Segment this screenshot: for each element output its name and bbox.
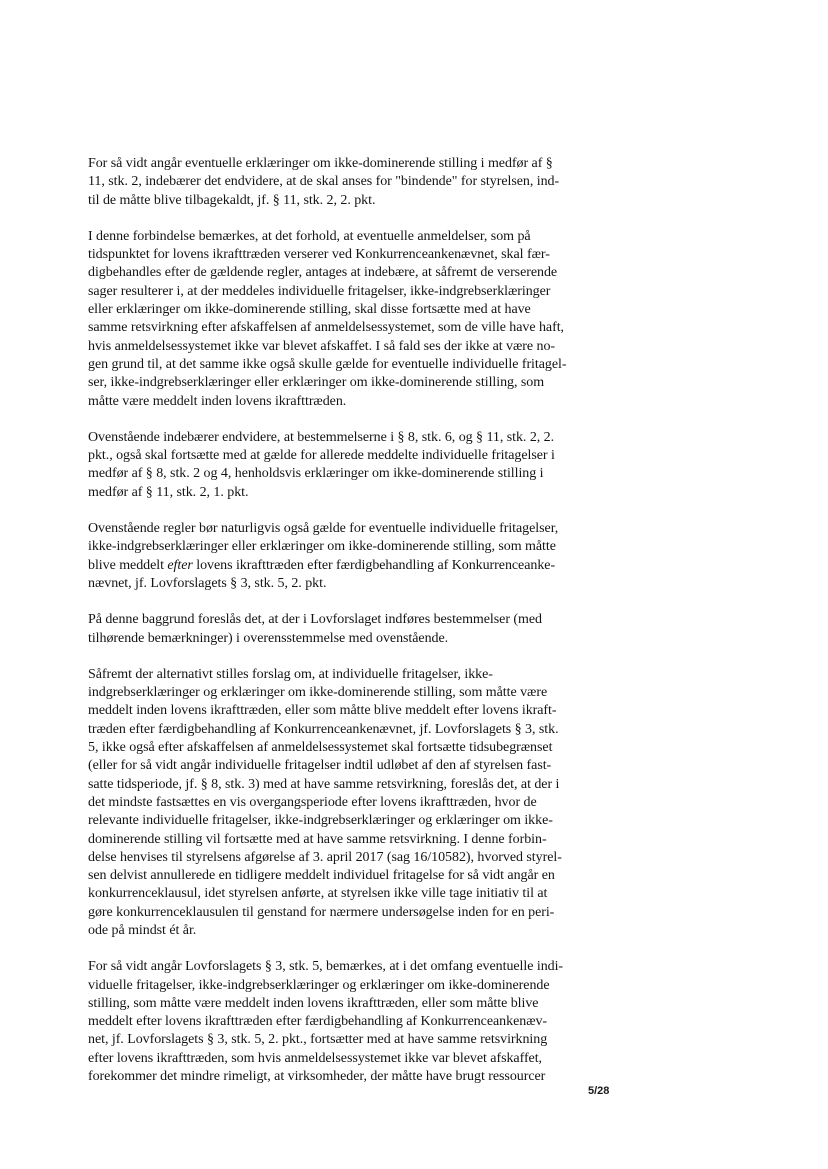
paragraph-pending-notifications: I denne forbindelse bemærkes, at det forhold, at eventuelle anmeldelser, som på tidspunktet for lovens ikrafttræden verserer ved Konkurrenceankenævnet, skal fær- digbehandles efter de gældende regler, antages at indebære, at såfremt de verserende sager resulterer i, at der meddeles individuelle fritagelser, ikke-indgrebserklæringer eller erklæringer om ikke-dominerende stilling, skal disse fortsætte med at have samme retsvirkning efter afskaffelsen af anmeldelsessystemet, som de ville have haft, hvis anmeldelsessystemet ikke var blevet afskaffet. I så fald ses der ikke at være no- gen grund til, at det samme ikke også skulle gælde for eventuelle individuelle fritagel- ser, ikke-indgrebserklæringer eller erklæringer om ikke-dominerende stilling, som måtte være meddelt inden lovens ikrafttræden. <box>88 228 567 409</box>
page-number: 5/28 <box>588 1085 610 1097</box>
paragraph-future-exemptions <box>88 520 594 593</box>
paragraph-text-before: Ovenstående regler bør naturligvis også gælde for eventuelle individuelle fritagelser, ikke-indgrebserklæringer eller erklæringer om ikke-dominerende stilling, som måtte blive meddelt <box>88 521 559 573</box>
document-body <box>88 150 594 1104</box>
emphasis-word: efter <box>167 557 193 573</box>
paragraph-proposal: På denne baggrund foreslås det, at der i Lovforslaget indføres bestemmelser (med tilhørende bemærkninger) i overensstemmelse med ovenstående. <box>88 612 542 646</box>
paragraph-existing-exemptions: Ovenstående indebærer endvidere, at bestemmelserne i § 8, stk. 6, og § 11, stk. 2, 2. pkt., også skal fortsætte med at gælde for allerede meddelte individuelle fritagelser i medfør af § 8, stk. 2 og 4, henholdsvis erklæringer om ikke-dominerende stilling i medfør af § 11, stk. 2, 1. pkt. <box>88 429 555 500</box>
paragraph-text-after: lovens ikrafttræden efter færdigbehandling af Konkurrenceanke- nævnet, jf. Lovforslagets § 3, stk. 5, 2. pkt. <box>88 557 556 591</box>
paragraph-alternative-transition: Såfremt der alternativt stilles forslag om, at individuelle fritagelser, ikke- indgrebserklæringer og erklæringer om ikke-dominerende stilling, som måtte være meddelt inden lovens ikrafttræden, eller som måtte blive meddelt efter lovens ikraft- træden efter færdigbehandling af Konkurrenceankenævnet, jf. Lovforslagets § 3, stk. 5, ikke også efter afskaffelsen af anmeldelsessystemet skal fortsætte tidsubegrænset (eller for så vidt angår individuelle fritagelser indtil udløbet af den af styrelsen fast- satte tidsperiode, jf. § 8, stk. 3) med at have samme retsvirkning, foreslås det, at der i det mindste fastsættes en vis overgangsperiode efter lovens ikrafttræden, hvor de relevante individuelle fritagelser, ikke-indgrebserklæringer og erklæringer om ikke- dominerende stilling vil fortsætte med at have samme retsvirkning. I denne forbin- delse henvises til styrelsens afgørelse af 3. april 2017 (sag 16/10582), hvorved styrel- sen delvist annullerede en tidligere meddelt individuel fritagelse for så vidt angår en konkurrenceklausul, idet styrelsen anførte, at styrelsen ikke ville tage initiativ til at gøre konkurrenceklausulen til genstand for nærmere undersøgelse inden for en peri- ode på mindst ét år. <box>88 666 562 938</box>
paragraph-non-dominant-declarations: For så vidt angår eventuelle erklæringer om ikke-dominerende stilling i medfør af § 11, stk. 2, indebærer det endvidere, at de skal anses for "bindende" for styrelsen, ind- til de måtte blive tilbagekaldt, jf. § 11, stk. 2, 2. pkt. <box>88 156 560 208</box>
paragraph-section-3-remarks: For så vidt angår Lovforslagets § 3, stk. 5, bemærkes, at i det omfang eventuelle indi- viduelle fritagelser, ikke-indgrebserklæringer og erklæringer om ikke-dominerende stilling, som måtte være meddelt inden lovens ikrafttræden, eller som måtte blive meddelt efter lovens ikrafttræden efter færdigbehandling af Konkurrenceankenæv- net, jf. Lovforslagets § 3, stk. 5, 2. pkt., fortsætter med at have samme retsvirkning efter lovens ikrafttræden, som hvis anmeldelsessystemet ikke var blevet afskaffet, forekommer det mindre rimeligt, at virksomheder, der måtte have brugt ressourcer <box>88 959 564 1085</box>
